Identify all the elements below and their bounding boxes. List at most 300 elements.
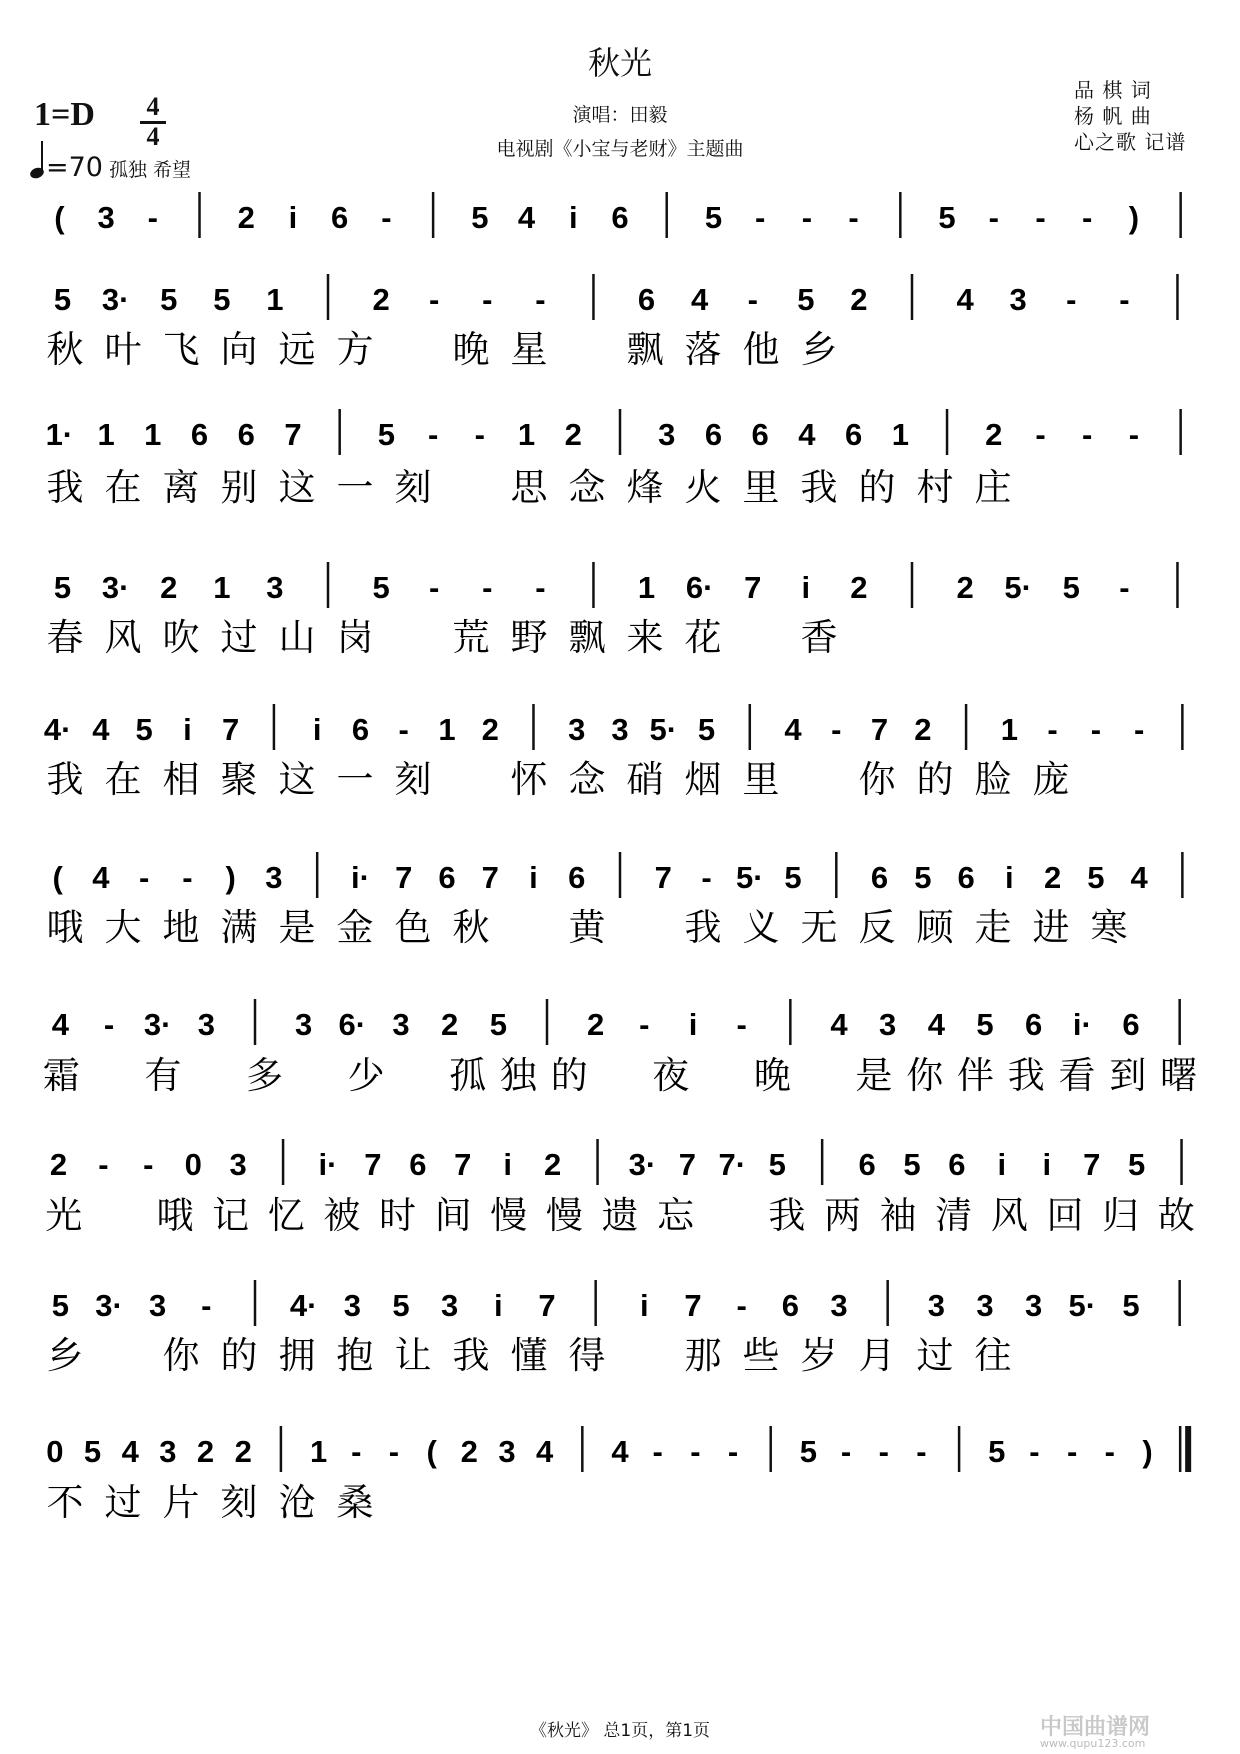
lyric-char: 晚	[452, 328, 490, 371]
lyric-char: 光	[45, 1194, 83, 1237]
score-note: 3	[266, 570, 284, 605]
score-note: 5	[784, 860, 802, 895]
credit-lyricist: 品 棋 词	[1074, 78, 1152, 102]
score-note: 3	[265, 860, 283, 895]
lyric-char: 飞	[162, 328, 200, 371]
lyric-char: 晚	[753, 1054, 791, 1097]
lyric-char: 风	[990, 1194, 1028, 1237]
score-note: 3	[197, 1007, 215, 1042]
score-note: 3	[927, 1288, 945, 1323]
score-note: 2	[372, 282, 390, 317]
lyric-char: 色	[394, 906, 432, 949]
score-note: 4	[927, 1007, 945, 1042]
score-note: i	[503, 1147, 513, 1182]
score-note: 3	[658, 417, 676, 452]
score-note: -	[351, 1434, 362, 1469]
singer-info: 演唱：田毅	[572, 104, 668, 126]
lyric-char: 念	[568, 758, 606, 801]
lyric-char: 叶	[104, 328, 142, 371]
lyric-char: 吹	[162, 616, 200, 659]
score-note: 5	[135, 712, 153, 747]
score-note: -	[652, 1434, 663, 1469]
score-note: -	[1119, 282, 1130, 317]
lyric-char: 过	[104, 1481, 142, 1524]
score-note: 2	[543, 1147, 562, 1182]
lyric-char: 思	[510, 466, 548, 509]
lyric-char: 少	[347, 1054, 385, 1097]
score-note: 3	[879, 1007, 897, 1042]
score-note: -	[736, 1288, 747, 1323]
score-note: 6	[331, 200, 349, 235]
lyric-char: 拥	[278, 1334, 316, 1377]
score-note: 7	[1083, 1147, 1101, 1182]
score-note: 1·	[45, 417, 74, 452]
score-note: -	[747, 282, 758, 317]
credit-transcriber: 心之歌 记谱	[1074, 130, 1187, 154]
score-note: )	[1128, 200, 1140, 235]
score-note: 6	[844, 417, 863, 452]
score-note: -	[1090, 712, 1102, 747]
score-note: i	[1005, 860, 1014, 895]
lyric-char: 在	[104, 758, 142, 801]
score-note: 4	[798, 417, 816, 452]
lyric-char: 片	[162, 1481, 200, 1524]
score-note: 4	[536, 1434, 554, 1469]
lyric-char: 向	[220, 328, 258, 371]
score-note: -	[1035, 200, 1046, 235]
lyric-char: 乡	[800, 328, 838, 371]
score-note: i	[997, 1147, 1007, 1182]
lyric-char: 地	[162, 906, 200, 949]
score-note: -	[690, 1434, 701, 1469]
lyric-char: 孤	[449, 1054, 487, 1097]
score-note: 6	[751, 417, 769, 452]
lyric-char: 慢	[490, 1194, 528, 1237]
score-note: 3	[498, 1434, 516, 1469]
lyric-char: 远	[278, 328, 316, 371]
lyric-char: 伴	[956, 1054, 994, 1097]
score-note: -	[727, 1434, 739, 1469]
score-note: 4	[830, 1007, 848, 1042]
score-note: 5	[1062, 570, 1080, 605]
source-info: 电视剧《小宝与老财》主题曲	[496, 138, 744, 160]
lyric-char: 这	[278, 758, 316, 801]
score-note: 6·	[685, 570, 714, 605]
score-note: 7	[395, 860, 413, 895]
score-note: -	[98, 1147, 109, 1182]
score-note: 7	[678, 1147, 697, 1182]
score-note: 6	[568, 860, 586, 895]
lyric-char: 村	[916, 466, 954, 509]
score-note: 5	[160, 282, 178, 317]
lyric-char: 往	[974, 1334, 1012, 1377]
score-note: 5	[377, 417, 396, 452]
score-note: 2	[481, 712, 499, 747]
score-note: 7	[654, 860, 672, 895]
lyric-char: 过	[220, 616, 258, 659]
lyric-char: 月	[858, 1334, 896, 1377]
lyric-char: 聚	[220, 758, 258, 801]
lyric-char: 沧	[278, 1481, 316, 1524]
score-note: )	[1142, 1434, 1153, 1469]
score-note: 3	[159, 1434, 177, 1469]
lyric-char: 岗	[336, 616, 374, 659]
lyric-char: 别	[220, 466, 258, 509]
score-note: -	[988, 200, 999, 235]
score-note: 1	[213, 570, 231, 605]
score-note: 6	[948, 1147, 966, 1182]
lyric-char: 来	[626, 616, 664, 659]
lyric-char: 进	[1032, 906, 1070, 949]
score-note: 2	[234, 1434, 252, 1469]
score-note: -	[831, 712, 842, 747]
lyric-char: 庞	[1032, 758, 1070, 801]
score-note: i	[1042, 1147, 1052, 1182]
score-note: -	[701, 860, 712, 895]
lyric-char: 他	[742, 328, 780, 371]
score-note: -	[639, 1007, 650, 1042]
lyric-char: 飘	[568, 616, 606, 659]
lyric-char: 里	[742, 758, 780, 801]
lyric-char: 荒	[452, 616, 490, 659]
score-note: 7	[870, 712, 889, 747]
lyric-char: 顾	[916, 906, 954, 949]
score-note: 5	[976, 1007, 994, 1042]
score-note: 6	[704, 417, 723, 452]
score-note: -	[143, 1147, 154, 1182]
score-note: -	[381, 200, 392, 235]
score-note: 2	[237, 200, 255, 235]
score-note: 7	[222, 712, 240, 747]
lyric-char: 星	[510, 328, 548, 371]
score-note: i·	[318, 1147, 338, 1182]
lyric-char: 一	[336, 466, 374, 509]
score-note: 5	[471, 200, 489, 235]
score-note: -	[201, 1288, 212, 1323]
score-note: 7	[284, 417, 302, 452]
score-note: 6	[438, 860, 456, 895]
lyric-char: 看	[1058, 1054, 1096, 1097]
lyric-char: 反	[858, 906, 896, 949]
score-note: -	[388, 1434, 400, 1469]
lyric-char: 不	[46, 1481, 84, 1524]
score-note: 4	[611, 1434, 629, 1469]
score-note: 1	[266, 282, 284, 317]
score-note: 5·	[1068, 1288, 1097, 1323]
lyric-char: 归	[1102, 1194, 1140, 1237]
score-note: 4	[121, 1434, 139, 1469]
time-signature-bottom: 4	[146, 122, 160, 151]
lyric-char: 方	[336, 328, 374, 371]
score-note: 2	[1043, 860, 1062, 895]
score-note: -	[916, 1434, 927, 1469]
lyric-char: 这	[278, 466, 316, 509]
lyric-char: 哦	[156, 1194, 194, 1237]
lyric-char: 花	[684, 616, 722, 659]
lyric-char: 过	[916, 1334, 954, 1377]
score-note: 2	[49, 1147, 68, 1182]
lyric-char: 有	[144, 1054, 182, 1097]
score-note: 2	[460, 1434, 478, 1469]
score-note: 5	[697, 712, 716, 747]
score-note: 0	[184, 1147, 202, 1182]
score-note: 1	[637, 570, 656, 605]
score-note: 6	[1122, 1007, 1140, 1042]
score-note: 6	[237, 417, 255, 452]
lyric-char: 庄	[974, 466, 1012, 509]
score-note: 2	[985, 417, 1003, 452]
score-note: -	[138, 860, 150, 895]
lyric-char: 懂	[510, 1334, 548, 1377]
score-note: 3	[568, 712, 586, 747]
score-note: 1	[1000, 712, 1018, 747]
lyric-char: 时	[379, 1194, 417, 1237]
score-note: 5	[938, 200, 956, 235]
lyric-char: 烽	[626, 466, 664, 509]
score-note: (	[52, 860, 63, 895]
score-note: 4	[92, 712, 110, 747]
score-note: 3	[611, 712, 629, 747]
score-note: 5·	[649, 712, 678, 747]
score-note: 5	[768, 1147, 786, 1182]
lyric-char: 些	[742, 1334, 780, 1377]
score-note: 4	[517, 200, 536, 235]
score-note: i	[801, 570, 811, 605]
score-note: -	[103, 1007, 115, 1042]
score-note: -	[429, 570, 440, 605]
lyric-char: 间	[434, 1194, 472, 1237]
lyric-char: 里	[742, 466, 780, 509]
lyric-char: 回	[1046, 1194, 1084, 1237]
score-note: 3	[343, 1288, 361, 1323]
score-note: 2	[956, 570, 974, 605]
score-note: 6	[351, 712, 370, 747]
lyric-char: 的	[916, 758, 954, 801]
score-note: 3·	[101, 570, 130, 605]
lyric-char: 多	[246, 1054, 284, 1097]
lyric-char: 怀	[510, 758, 548, 801]
score-note: -	[535, 570, 546, 605]
score-note: 2	[587, 1007, 605, 1042]
score-note: 5	[53, 570, 72, 605]
score-note: 7	[538, 1288, 556, 1323]
lyric-char: 大	[104, 906, 142, 949]
lyric-char: 袖	[879, 1194, 917, 1237]
lyric-char: 记	[212, 1194, 250, 1237]
score-note: 3	[295, 1007, 313, 1042]
lyric-char: 春	[46, 616, 84, 659]
score-note: 5	[213, 282, 231, 317]
score-note: )	[225, 860, 236, 895]
lyric-char: 得	[568, 1334, 606, 1377]
score-note: 7	[481, 860, 499, 895]
lyric-char: 野	[510, 616, 548, 659]
lyric-char: 夜	[652, 1054, 690, 1097]
score-note: 1	[144, 417, 162, 452]
score-note: i	[640, 1288, 649, 1323]
lyric-char: 秋	[452, 906, 490, 949]
score-note: -	[427, 417, 439, 452]
score-note: 4	[956, 282, 974, 317]
score-note: -	[398, 712, 409, 747]
score-note: 7·	[718, 1147, 747, 1182]
score-note: -	[1066, 1434, 1078, 1469]
score-note: 2	[160, 570, 178, 605]
lyric-char: 是	[855, 1054, 893, 1097]
lyric-char: 飘	[626, 328, 664, 371]
score-note: 3·	[95, 1288, 123, 1323]
score-note: 2	[914, 712, 932, 747]
score-note: 5	[1127, 1147, 1146, 1182]
score-note: 6	[1025, 1007, 1043, 1042]
score-note: 5	[704, 200, 723, 235]
score-note: 2	[850, 282, 868, 317]
lyric-char: 你	[906, 1054, 944, 1097]
credit-composer: 杨 帆 曲	[1074, 104, 1152, 128]
score-note: -	[482, 570, 493, 605]
lyric-char: 故	[1157, 1194, 1195, 1237]
lyric-char: 念	[568, 466, 606, 509]
score-note: i	[183, 712, 192, 747]
score-note: 6·	[338, 1007, 367, 1042]
lyric-char: 两	[823, 1194, 861, 1237]
score-note: 5	[1087, 860, 1105, 895]
score-note: 1	[438, 712, 456, 747]
score-note: 5	[988, 1434, 1006, 1469]
score-note: i	[312, 712, 322, 747]
score-note: 6	[409, 1147, 427, 1182]
score-note: -	[1082, 417, 1093, 452]
score-note: 4	[51, 1007, 69, 1042]
score-note: -	[1066, 282, 1077, 317]
lyric-char: 离	[162, 466, 200, 509]
lyric-char: 香	[800, 616, 838, 659]
watermark-url: www.qupu123.com	[1040, 1737, 1146, 1750]
score-note: 3·	[101, 282, 130, 317]
score-note: 1	[97, 417, 115, 452]
score-note: 0	[46, 1434, 64, 1469]
time-signature-top: 4	[146, 92, 160, 121]
score-note: -	[147, 200, 158, 235]
lyric-char: 独	[499, 1054, 537, 1097]
score-note: -	[848, 200, 859, 235]
lyric-char: 寒	[1090, 906, 1128, 949]
score-note: -	[429, 282, 440, 317]
lyric-char: 无	[800, 906, 838, 949]
lyric-char: 我	[684, 906, 722, 949]
watermark-text: 中国曲谱网	[1040, 1715, 1151, 1740]
score-note: -	[840, 1434, 852, 1469]
score-note: 4	[784, 712, 802, 747]
score-note: -	[736, 1007, 747, 1042]
score-note: i	[688, 1007, 698, 1042]
lyric-char: 是	[278, 906, 316, 949]
score-note: 3	[441, 1288, 459, 1323]
lyric-char: 的	[550, 1054, 588, 1097]
score-note: i	[288, 200, 298, 235]
lyric-char: 忆	[267, 1194, 305, 1237]
mood-text: 孤独 希望	[108, 159, 192, 181]
lyric-char: 你	[162, 1334, 200, 1377]
score-note: 3	[1009, 282, 1027, 317]
score-note: 3·	[628, 1147, 657, 1182]
lyric-char: 霜	[42, 1054, 80, 1097]
score-note: 5	[799, 1434, 818, 1469]
lyric-char: 岁	[800, 1334, 838, 1377]
score-note: 3·	[143, 1007, 172, 1042]
score-note: 5	[489, 1007, 507, 1042]
score-note: 2	[564, 417, 582, 452]
score-note: -	[1128, 417, 1140, 452]
score-note: 5	[914, 860, 932, 895]
score-note: i·	[1072, 1007, 1092, 1042]
score-note: 6	[957, 860, 975, 895]
score-note: 6	[858, 1147, 876, 1182]
lyric-char: 你	[858, 758, 896, 801]
lyric-char: 桑	[336, 1481, 374, 1524]
score-note: 3	[1025, 1288, 1043, 1323]
lyric-char: 我	[800, 466, 838, 509]
tempo-value: =70	[46, 152, 103, 183]
score-note: -	[1133, 712, 1145, 747]
score-note: 5	[83, 1434, 102, 1469]
score-note: -	[535, 282, 546, 317]
lyric-char: 满	[220, 906, 258, 949]
lyric-char: 义	[742, 906, 780, 949]
lyric-char: 清	[935, 1194, 973, 1237]
page-footer: 《秋光》 总1页，第1页	[529, 1721, 711, 1741]
score-note: 4	[1130, 860, 1148, 895]
score-note: 3	[97, 200, 115, 235]
score-note: 1	[517, 417, 536, 452]
lyric-char: 山	[278, 616, 316, 659]
score-note: 7	[454, 1147, 472, 1182]
score-note: 5·	[735, 860, 764, 895]
score-note: -	[182, 860, 193, 895]
score-note: -	[1082, 200, 1093, 235]
score-note: 7	[684, 1288, 702, 1323]
lyric-char: 一	[336, 758, 374, 801]
lyric-char: 乡	[46, 1334, 84, 1377]
score-note: 6	[611, 200, 629, 235]
score-note: (	[54, 200, 65, 235]
lyric-char: 我	[452, 1334, 490, 1377]
score-note: 1	[891, 417, 909, 452]
score-note: -	[754, 200, 766, 235]
lyric-char: 黄	[568, 906, 606, 949]
lyric-char: 曙	[1160, 1054, 1198, 1097]
score-note: i·	[350, 860, 370, 895]
score-note: 6	[637, 282, 656, 317]
lyric-char: 在	[104, 466, 142, 509]
score-note: 5	[53, 282, 72, 317]
score-note: -	[474, 417, 486, 452]
lyric-char: 烟	[684, 758, 722, 801]
lyric-char: 慢	[545, 1194, 583, 1237]
score-note: -	[1047, 712, 1058, 747]
lyric-char: 遗	[601, 1194, 639, 1237]
score-note: -	[1029, 1434, 1040, 1469]
lyric-char: 我	[46, 466, 84, 509]
lyric-char: 刻	[394, 758, 432, 801]
score-note: 2	[196, 1434, 215, 1469]
score-note: 5·	[1004, 570, 1032, 605]
score-note: 3	[229, 1147, 247, 1182]
score-note: 4	[691, 282, 709, 317]
lyric-char: 刻	[394, 466, 432, 509]
score-note: 6	[870, 860, 889, 895]
lyric-char: 火	[684, 466, 722, 509]
